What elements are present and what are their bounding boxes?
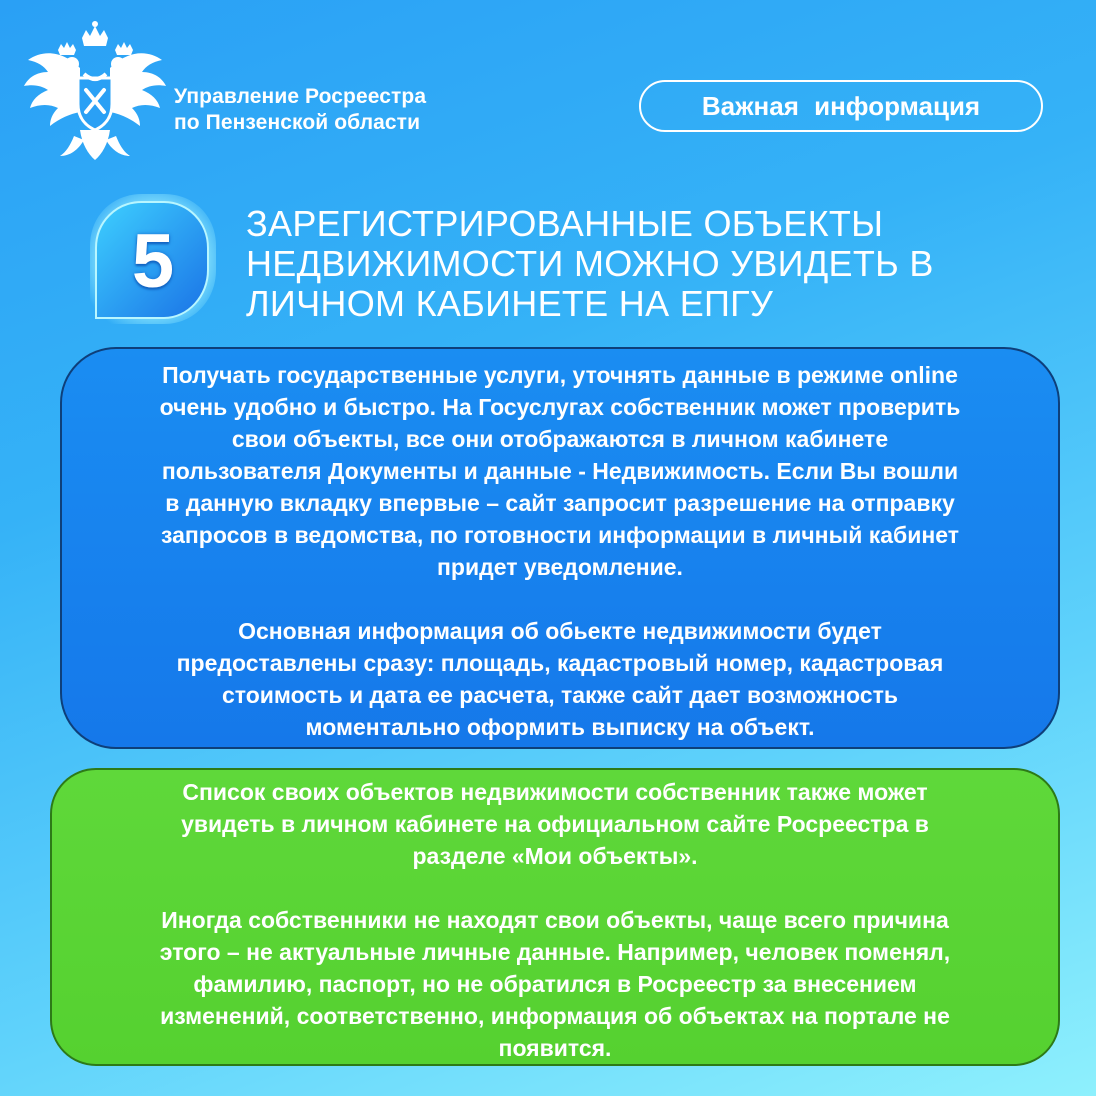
blue-text-line: запросов в ведомства, по готовности информации в личный кабинет (160, 522, 960, 548)
blue-text-line: свои объекты, все они отображаются в личном кабинете (231, 426, 889, 452)
title-line-3: ЛИЧНОМ КАБИНЕТЕ НА ЕПГУ (246, 283, 774, 324)
blue-text-line: в данную вкладку впервые – сайт запросит разрешение на отправку (165, 490, 955, 516)
organization-name (174, 84, 426, 136)
green-text-line: Список своих объектов недвижимости собственник также может (182, 779, 928, 805)
blue-text-line: пользователя Документы и данные - Недвижимость. Если Вы вошли (161, 458, 959, 484)
org-name-line-1: Управление Росреестра (174, 85, 427, 108)
green-text-line: разделе «Мои объекты». (412, 843, 698, 869)
blue-text-line: моментально оформить выписку на объект. (305, 714, 815, 740)
blue-text-line: предоставлены сразу: площадь, кадастровый номер, кадастровая (176, 650, 944, 676)
important-info-badge: Важная информация (639, 80, 1043, 132)
green-text-line: фамилию, паспорт, но не обратился в Росреестр за внесением (193, 971, 917, 997)
green-text-line: изменений, соответственно, информация об объектах на портале не (160, 1003, 950, 1029)
paragraph-gap (72, 872, 1038, 904)
blue-text-line: стоимость и дата ее расчета, также сайт дает возможность (221, 682, 899, 708)
blue-text-line: Получать государственные услуги, уточнять данные в режиме online (162, 362, 958, 388)
title-line-2: НЕДВИЖИМОСТИ МОЖНО УВИДЕТЬ В (246, 243, 934, 284)
gosuslugi-info-card (60, 347, 1060, 749)
rosreestr-eagle-logo-icon (22, 20, 168, 162)
blue-text-line: Основная информация об обьекте недвижимости будет (238, 618, 882, 644)
green-text-line: Иногда собственники не находят свои объекты, чаще всего причина (161, 907, 949, 933)
blue-text-line: очень удобно и быстро. На Госуслугах собственник может проверить (159, 394, 961, 420)
step-number: 5 (131, 218, 175, 304)
green-text-line: появится. (498, 1035, 612, 1061)
page-title (246, 204, 1066, 324)
org-name-line-2: по Пензенской области (174, 111, 421, 134)
title-line-1: ЗАРЕГИСТРИРОВАННЫЕ ОБЪЕКТЫ (246, 203, 884, 244)
number-badge (84, 190, 222, 328)
rosreestr-info-card (50, 768, 1060, 1066)
green-text-line: этого – не актуальные личные данные. Например, человек поменял, (159, 939, 951, 965)
paragraph-gap (82, 583, 1038, 615)
blue-text-line: придет уведомление. (437, 554, 683, 580)
green-text-line: увидеть в личном кабинете на официальном сайте Росреестра в (181, 811, 929, 837)
